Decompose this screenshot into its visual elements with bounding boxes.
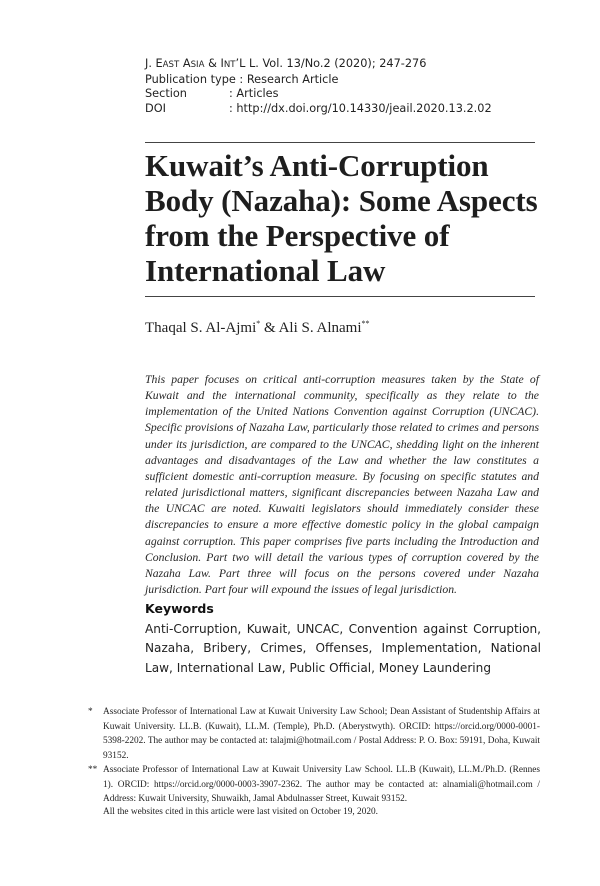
keywords-list: Anti-Corruption, Kuwait, UNCAC, Convention against Corruption, Nazaha, Bribery, Crimes, Offenses, Implementation, National Law, International Law, Public Official, Money Laundering	[145, 622, 541, 675]
publication-type-row	[145, 73, 492, 88]
section-value: : Articles	[229, 87, 279, 101]
doi-label: DOI	[145, 101, 166, 115]
journal-citation	[145, 57, 492, 73]
author-separator: &	[260, 320, 279, 336]
author-1-footnote-mark: *	[256, 319, 261, 328]
websites-note: All the websites cited in this article were last visited on October 19, 2020.	[103, 807, 378, 817]
footnote-2-text: Associate Professor of International Law at Kuwait University Law School. LL.B (Kuwait), LL.M./Ph.D. (Rennes 1). ORCID: https://orcid.org/0000-0003-3907-2362. The author may be contacted at: alnamiali@hotmail.com / Address: Kuwait University, Shuwaikh, Jamal Abdulnasser Street, Kuwait 93152.	[103, 765, 540, 804]
journal-abbrev-j: J.	[145, 57, 152, 70]
journal-abbrev-ast: AST	[162, 60, 180, 70]
publication-type-label: Publication type	[145, 72, 236, 86]
journal-abbrev-amp: &	[208, 57, 217, 70]
journal-abbrev-i: I	[220, 57, 224, 70]
title-top-rule	[145, 142, 535, 143]
journal-abbrev-l: ’L	[235, 57, 246, 70]
journal-abbrev-nt: NT	[223, 60, 236, 70]
keywords-heading: Keywords	[145, 601, 214, 616]
footnote-2-mark: **	[88, 765, 98, 775]
doi-value: : http://dx.doi.org/10.14330/jeail.2020.13.2.02	[229, 101, 492, 115]
journal-abbrev-a: A	[182, 57, 191, 70]
article-title: Kuwait’s Anti-Corruption Body (Nazaha): Some Aspects from the Perspective of International Law	[145, 148, 538, 288]
footnote-2	[88, 763, 540, 807]
author-2-name: Ali S. Alnami	[278, 320, 362, 336]
author-2-footnote-mark: **	[361, 319, 370, 328]
title-bottom-rule	[145, 296, 535, 297]
section-label: Section	[145, 87, 187, 101]
footnote-1-mark: *	[88, 707, 93, 717]
footnote-1-text: Associate Professor of International Law at Kuwait University Law School; Dean Assistant of Studentship Affairs at Kuwait University. LL.B. (Kuwait), LL.M. (Temple), Ph.D. (Aberystwyth). ORCID: https://orcid.org/0000-0001-5398-2202. The author may be contacted at: talajmi@hotmail.com / Postal Address: P. O. Box: 59191, Doha, Kuwait 93152.	[103, 707, 540, 761]
journal-abbrev-e: E	[155, 57, 163, 70]
publication-metadata	[145, 57, 492, 116]
doi-row	[145, 102, 492, 117]
section-row	[145, 87, 492, 102]
author-line	[145, 320, 370, 337]
journal-volume-pages: L. Vol. 13/No.2 (2020); 247-276	[248, 57, 427, 70]
publication-type-value: : Research Article	[239, 72, 339, 86]
footnote-1	[88, 705, 540, 763]
author-1-name: Thaqal S. Al-Ajmi	[145, 320, 257, 336]
journal-abbrev-sia: SIA	[190, 60, 205, 70]
abstract: This paper focuses on critical anti-corruption measures taken by the State of Kuwait and the international community, specifically as they relate to the implementation of the United Nations Convention against Corruption (UNCAC). Specific provisions of Nazaha Law, particularly those related to crimes and persons under its jurisdiction, are compared to the UNCAC, shedding light on the inherent advantages and disadvantages of the Law and whether the law constitutes a sufficient domestic anti-corruption measure. By focusing on specific statutes and related jurisdictional matters, significant discrepancies between Nazaha Law and the UNCAC are noted. Kuwaiti legislators should immediately consider these discrepancies to ensure a more effective domestic policy in the global campaign against corruption. This paper comprises five parts including the Introduction and Conclusion. Part two will detail the various types of corruption covered by the Nazaha Law. Part three will focus on the persons covered under Nazaha jurisdiction. Part four will expound the issues of legal jurisdiction.	[145, 373, 539, 597]
